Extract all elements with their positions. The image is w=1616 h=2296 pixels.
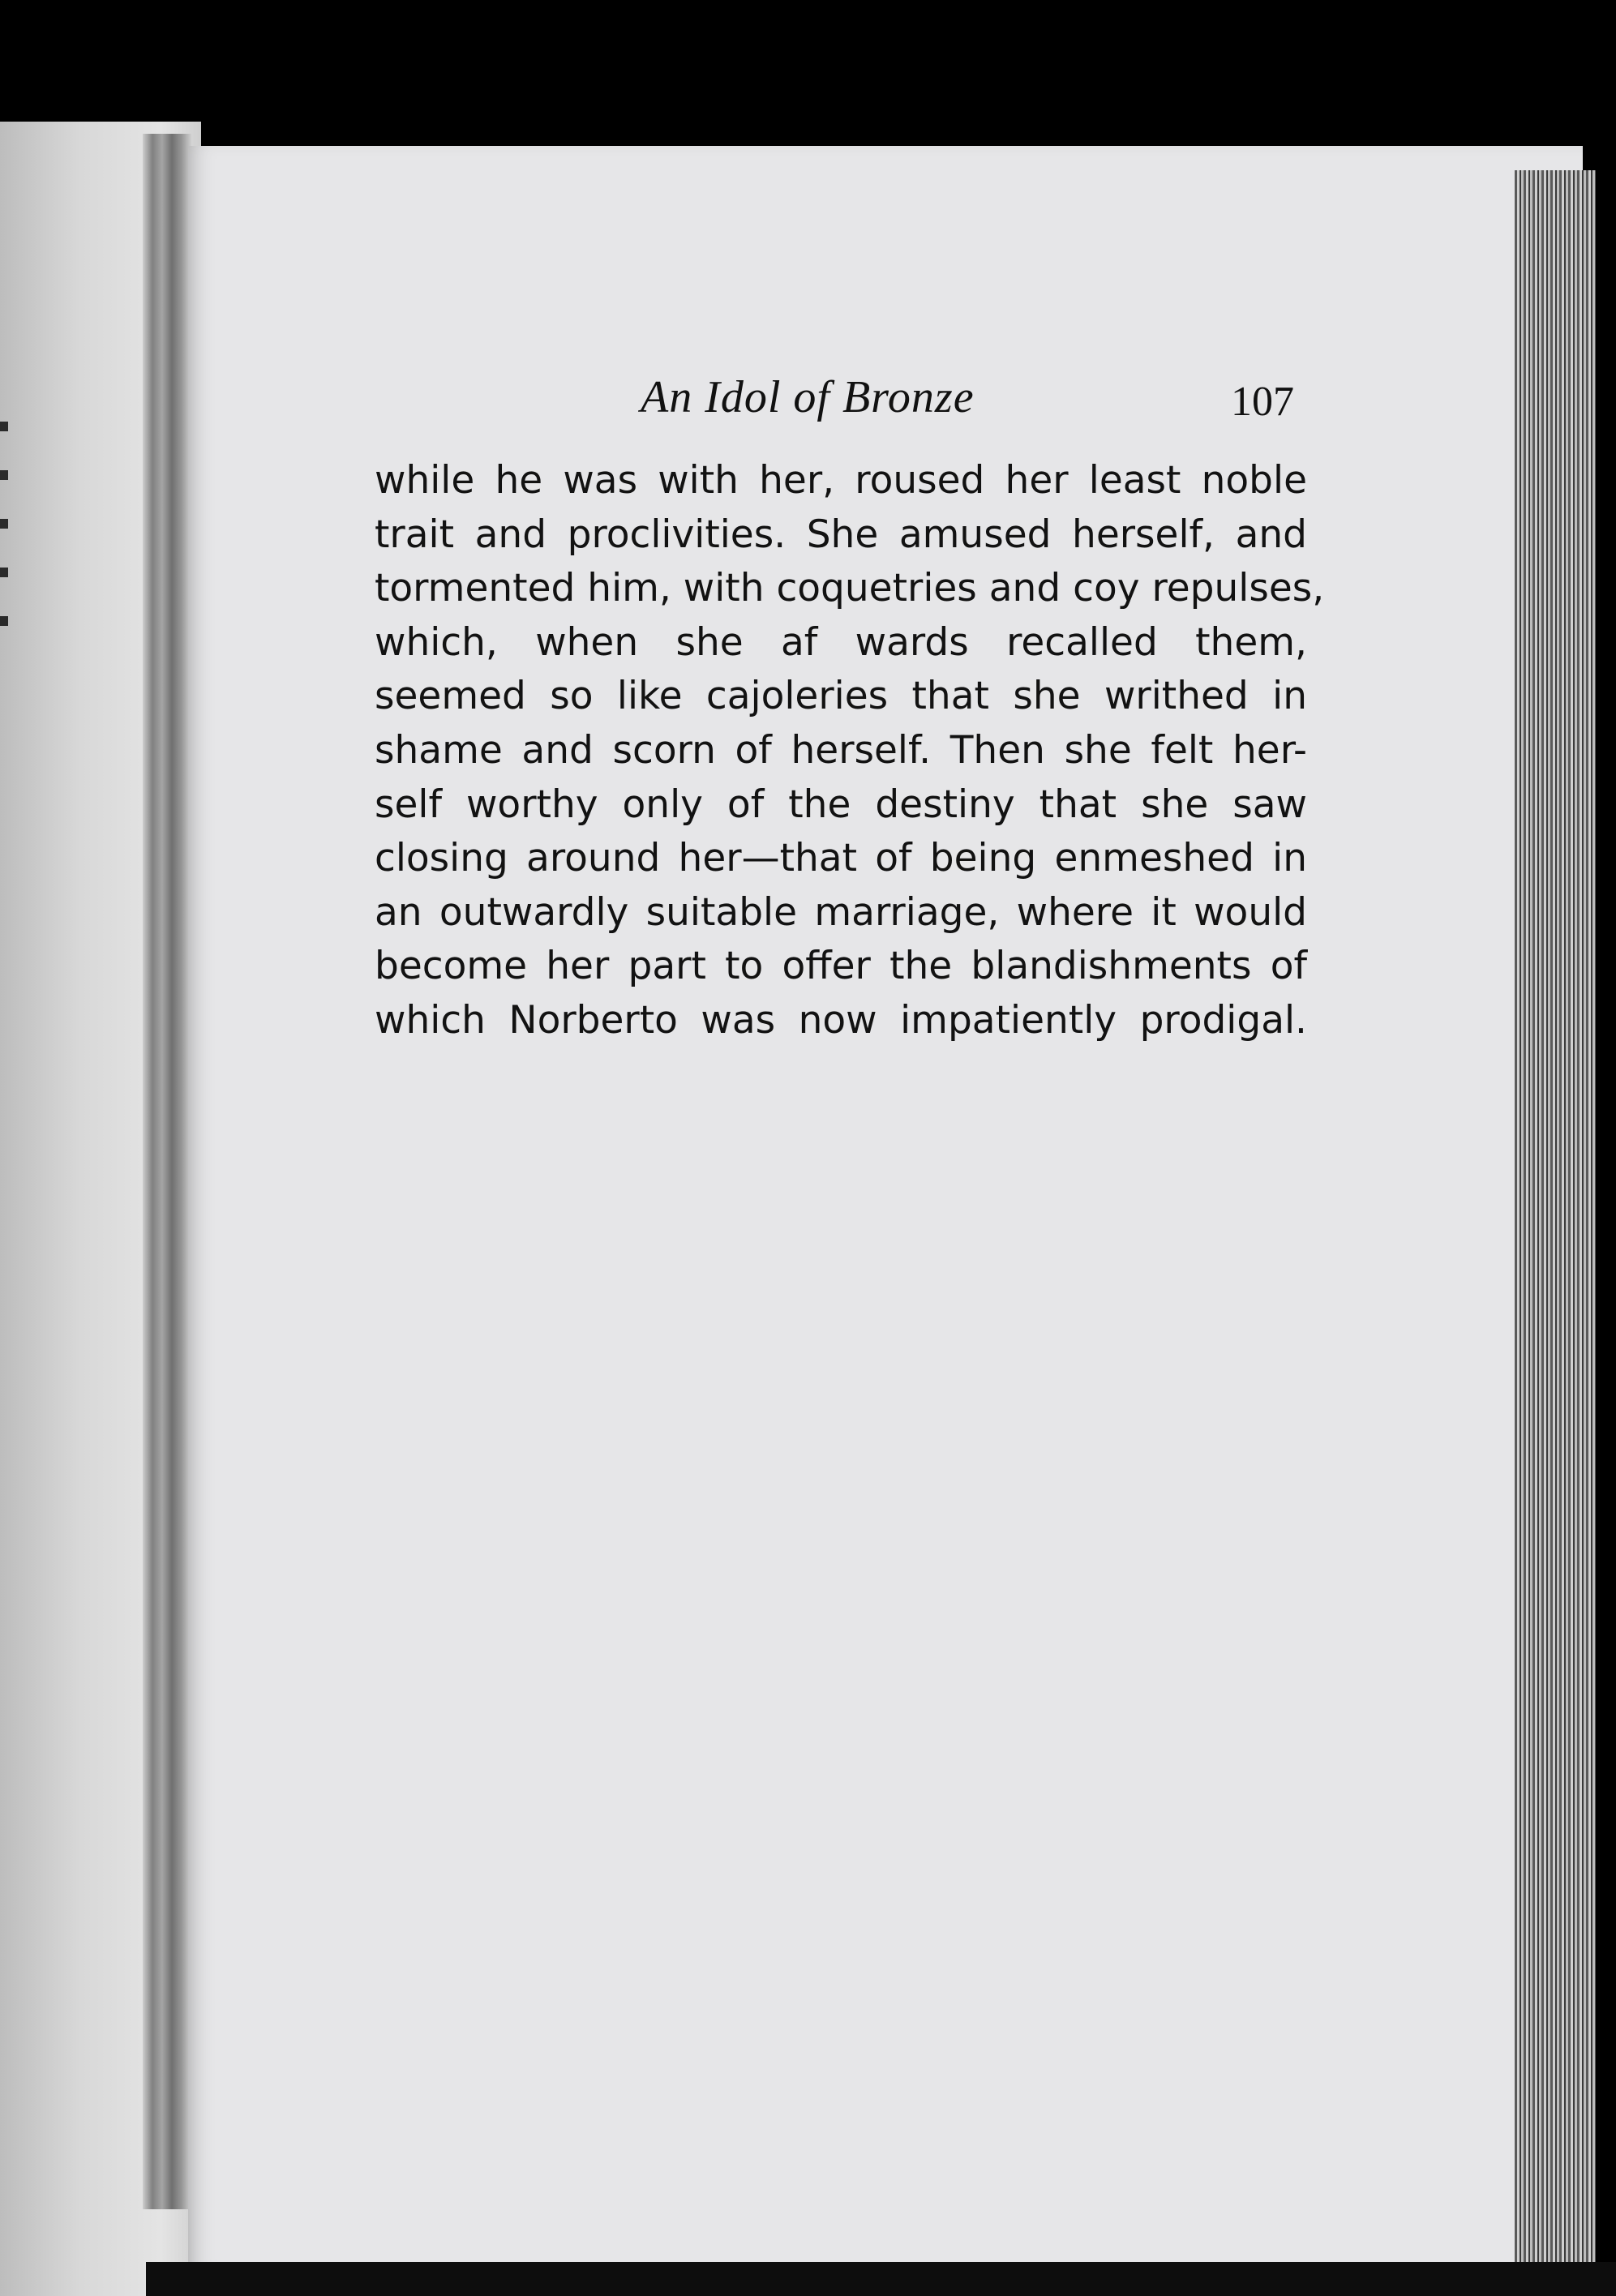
bottom-shadow xyxy=(146,2262,1616,2296)
text-line: while he was with her, roused her least noble xyxy=(375,458,1307,503)
page-number: 107 xyxy=(1231,379,1294,425)
book-gutter xyxy=(143,134,191,2209)
text-line: shame and scorn of herself. Then she felt her- xyxy=(375,727,1307,773)
text-line: which, when she af wards recalled them, xyxy=(375,619,1307,665)
text-line: closing around her—that of being enmeshed in xyxy=(375,836,1307,881)
text-line: an outwardly suitable marriage, where it would xyxy=(375,889,1307,935)
running-head: An Idol of Bronze xyxy=(641,372,975,422)
text-line: trait and proclivities. She amused herself, and xyxy=(375,512,1307,557)
text-line: self worthy only of the destiny that she saw xyxy=(375,782,1307,827)
text-line: which Norberto was now impatiently prodigal. xyxy=(375,997,1307,1043)
text-line: seemed so like cajoleries that she writhed in xyxy=(375,674,1307,719)
page-edges xyxy=(1515,170,1596,2262)
body-text xyxy=(375,454,1325,1048)
left-page-edge-marks xyxy=(0,422,8,632)
text-line: tormented him, with coquetries and coy repulses, xyxy=(375,566,1325,611)
text-line: become her part to offer the blandishments of xyxy=(375,944,1307,989)
